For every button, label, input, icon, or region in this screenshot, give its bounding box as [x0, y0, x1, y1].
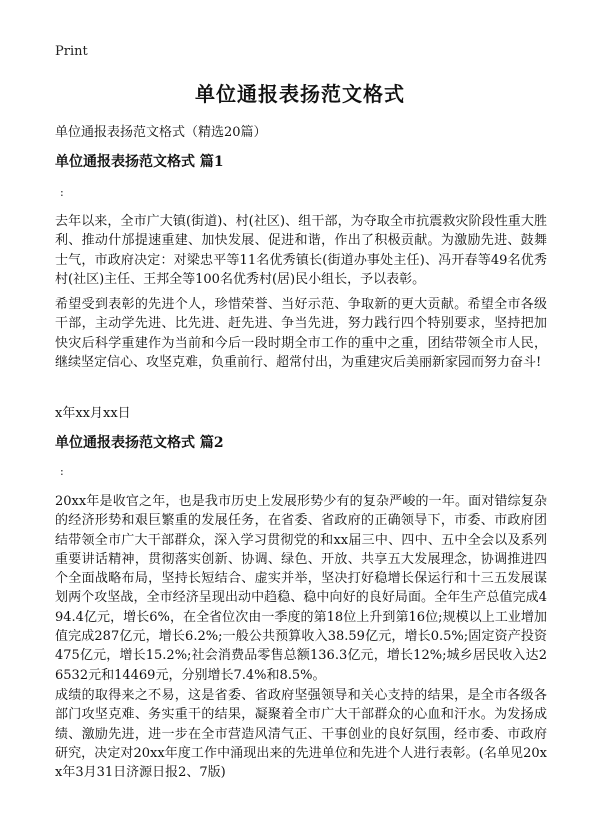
- print-label: Print: [55, 44, 88, 59]
- section-1-paragraph-1: 去年以来，全市广大镇(街道)、村(社区)、组干部，为夺取全市抗震救灾阶段性重大胜利、推动什邡提速重建、加快发展、促进和谐，作出了积极贡献。为激励先进、鼓舞士气，市政府决定：对梁忠平等11名优秀镇长(街道办事处主任)、冯开春等49名优秀村(社区)主任、王邦全等100名优秀村(居)民小组长，予以表彰。: [55, 214, 547, 287]
- section-2-paragraph-1: 20xx年是收官之年，也是我市历史上发展形势少有的复杂严峻的一年。面对错综复杂的经济形势和艰巨繁重的发展任务，在省委、省政府的正确领导下，市委、市政府团结带领全市广大干部群众，深入学习贯彻党的和xx届三中、四中、五中全会以及系列重要讲话精神，贯彻落实创新、协调、绿色、开放、共享五大发展理念，协调推进四个全面战略布局，坚持长短结合、虚实并举，坚决打好稳增长保运行和十三五发展谋划两个攻坚战，全市经济呈现出动中趋稳、稳中向好的良好局面。全年生产总值完成494.4亿元，增长6%，在全省位次由一季度的第18位上升到第16位;规模以上工业增加值完成287亿元，增长6.2%;一般公共预算收入38.59亿元，增长0.5%;固定资产投资475亿元，增长15.2%;社会消费品零售总额136.3亿元，增长12%;城乡居民收入达26532元和14469元，分别增长7.4%和8.5%。: [55, 494, 547, 683]
- page-title: 单位通报表扬范文格式: [195, 82, 405, 106]
- section-heading-1: 单位通报表扬范文格式 篇1: [55, 154, 224, 170]
- section-marker-1: :: [60, 186, 64, 199]
- section-2-paragraph-2: 成绩的取得来之不易，这是省委、省政府坚强领导和关心支持的结果，是全市各级各部门攻坚克难、务实重干的结果，凝聚着全市广大干部群众的心血和汗水。为发扬成绩、激励先进，进一步在全市营造风清气正、干事创业的良好氛围，经市委、市政府研究，决定对20xx年度工作中涌现出来的先进单位和先进个人进行表彰。(名单见20xx年3月31日济源日报2、7版): [55, 688, 547, 781]
- section-heading-2: 单位通报表扬范文格式 篇2: [55, 435, 224, 451]
- document-subtitle: 单位通报表扬范文格式（精选20篇）: [55, 125, 267, 140]
- section-1-date: x年xx月xx日: [55, 406, 131, 421]
- section-1-paragraph-2: 希望受到表彰的先进个人，珍惜荣誉、当好示范、争取新的更大贡献。希望全市各级干部，主动学先进、比先进、赶先进、争当先进，努力践行四个特别要求，坚持把加快灾后科学重建作为当前和今后一段时期全市工作的重中之重，团结带领全市人民，继续坚定信心、攻坚克难，负重前行、超常付出，为重建灾后美丽新家园而努力奋斗!: [55, 297, 547, 370]
- section-marker-2: :: [60, 465, 64, 478]
